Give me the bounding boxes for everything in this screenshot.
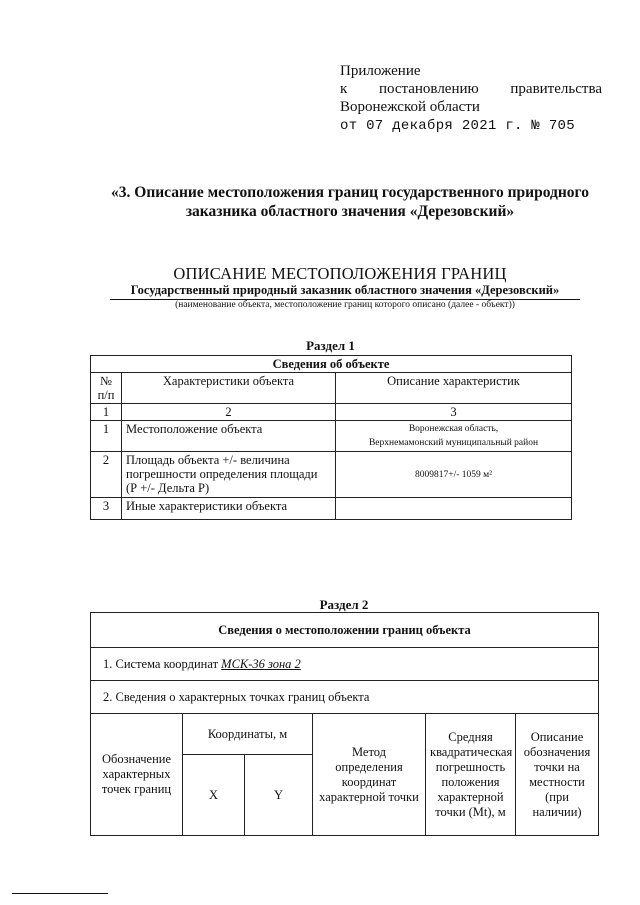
- col-header-characteristic: Характеристики объекта: [122, 373, 336, 404]
- description-title: ОПИСАНИЕ МЕСТОПОЛОЖЕНИЯ ГРАНИЦ: [173, 264, 507, 283]
- footnote-divider: [12, 893, 108, 894]
- boundary-info-table: [90, 612, 599, 836]
- section-1-label: Раздел 1: [306, 338, 355, 353]
- table-title-row: [91, 356, 572, 373]
- appendix-line-3: Воронежской области: [340, 99, 480, 115]
- col-header-point: Обозначение характерных точек границ: [91, 714, 183, 836]
- main-heading-line-1: «3. Описание местоположения границ государственного природного: [111, 184, 589, 201]
- object-info-table: [90, 355, 572, 520]
- appendix-line-1: Приложение: [340, 63, 421, 79]
- coord-system-prefix: 1. Система координат: [103, 656, 222, 671]
- points-header-row: [91, 714, 599, 755]
- table-row: [91, 421, 572, 452]
- appendix-line-2-b: постановлению: [378, 81, 479, 97]
- object-info-title: Сведения об объекте: [91, 356, 572, 373]
- object-name: Государственный природный заказник областного значения «Дерезовский»: [110, 283, 580, 300]
- table-row: [91, 452, 572, 498]
- table-title-row: [91, 613, 599, 648]
- row-num: 1: [91, 421, 122, 452]
- col-header-x: X: [183, 755, 245, 836]
- row-description: [336, 421, 572, 452]
- coord-system: [91, 648, 599, 681]
- table-index-row: [91, 404, 572, 421]
- row-characteristic: Площадь объекта +/- величина погрешности определения площади (Р +/- Дельта Р): [122, 452, 336, 498]
- section-2-label: Раздел 2: [319, 597, 369, 612]
- col-header-y: Y: [245, 755, 313, 836]
- main-heading-line-2: заказника областного значения «Дерезовский»: [185, 203, 515, 220]
- table-header-row: [91, 373, 572, 404]
- index-cell: 1: [91, 404, 122, 421]
- col-header-description: Описание характеристик: [336, 373, 572, 404]
- object-name-caption: (наименование объекта, местоположение границ которого описано (далее - объект)): [175, 300, 515, 310]
- appendix-line-2: [340, 80, 602, 98]
- row-description: [336, 498, 572, 520]
- coord-system-row: [91, 648, 599, 681]
- row-characteristic: Иные характеристики объекта: [122, 498, 336, 520]
- index-cell: 2: [122, 404, 336, 421]
- col-header-num: № п/п: [91, 373, 122, 404]
- col-header-coords: Координаты, м: [183, 714, 313, 755]
- col-header-method: Метод определения координат характерной точки: [313, 714, 426, 836]
- points-title-row: [91, 681, 599, 714]
- appendix-line-2-a: к: [340, 81, 348, 97]
- row-description-line: Воронежская область,: [408, 424, 499, 434]
- row-description: 8009817+/- 1059 м²: [336, 452, 572, 498]
- points-title: 2. Сведения о характерных точках границ объекта: [91, 681, 599, 714]
- row-description-line: Верхнемамонский муниципальный район: [368, 438, 539, 448]
- coord-system-value: МСК-36 зона 2: [221, 656, 301, 671]
- appendix-line-2-c: правительства: [510, 81, 602, 97]
- row-characteristic: Местоположение объекта: [122, 421, 336, 452]
- row-num: 3: [91, 498, 122, 520]
- col-header-point-description: Описание обозначения точки на местности (при наличии): [516, 714, 599, 836]
- index-cell: 3: [336, 404, 572, 421]
- appendix-date-number: от 07 декабря 2021 г. № 705: [340, 118, 575, 134]
- row-num: 2: [91, 452, 122, 498]
- table-row: [91, 498, 572, 520]
- boundary-info-title: Сведения о местоположении границ объекта: [91, 613, 599, 648]
- col-header-accuracy: Средняя квадратическая погрешность положения характерной точки (Mt), м: [426, 714, 516, 836]
